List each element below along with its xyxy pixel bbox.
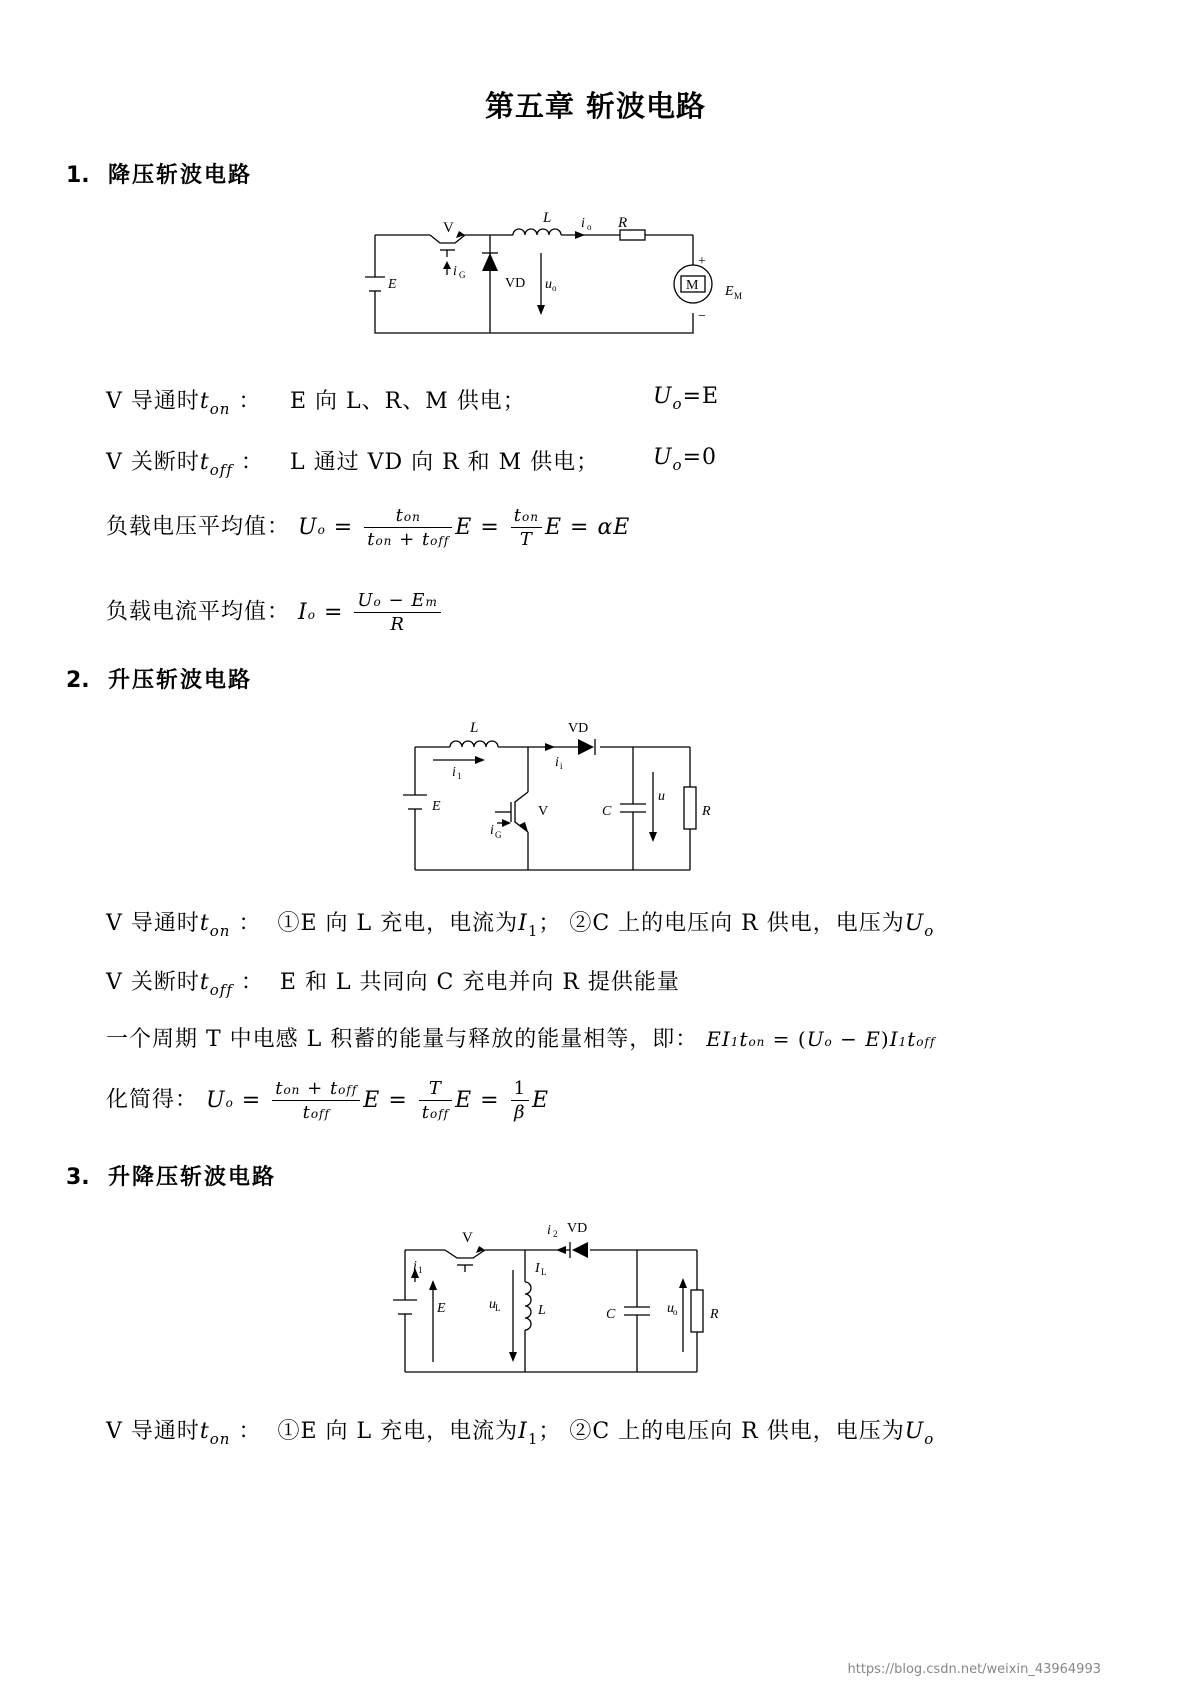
section-number: 1. xyxy=(66,163,90,188)
label-V: V xyxy=(443,220,454,236)
buck-off-text: L 通过 VD 向 R 和 M 供电； xyxy=(290,450,600,475)
colon: ： xyxy=(238,389,262,414)
label-uo: u xyxy=(667,1301,674,1316)
label-uo: u xyxy=(545,277,552,292)
energy-formula: EI1ton = (Uo − E)I1toff xyxy=(706,1027,936,1051)
U: U xyxy=(904,1419,925,1444)
eq-rhs: =0 xyxy=(682,445,718,470)
text2: ； ②C 上的电压向 R 供电，电压为 xyxy=(538,911,905,936)
U: U xyxy=(904,911,925,936)
I: I xyxy=(518,911,528,936)
avg-current-formula: Io = $\frac{Uo - Em}{R}$ xyxy=(298,600,444,625)
label-io-sub: o xyxy=(587,222,592,232)
buck-avg-current xyxy=(106,590,444,635)
label-i1-sub: 1 xyxy=(418,1265,423,1275)
prefix: V 导通时 xyxy=(106,1419,200,1444)
label-VD: VD xyxy=(505,276,526,291)
avg-voltage-formula: Uo = $\frac{\text{ton}}{\text{ton + toff}}$ E = $\frac{\text{ton}}{T}$ E = αE xyxy=(298,505,631,550)
page-title: 第五章 斩波电路 xyxy=(484,89,707,123)
boost-on-line: V 导通时$t_{on}$ ： ①E 向 L 充电，电流为$I_1$； ②C 上的电压向 R 供电，电压为$U_o$ xyxy=(106,911,935,940)
energy-text: 一个周期 T 中电感 L 积蓄的能量与释放的能量相等，即： xyxy=(106,1027,699,1052)
label-R: R xyxy=(618,215,628,231)
label-io: i xyxy=(581,216,585,231)
buck-avg-voltage xyxy=(106,505,630,550)
colon: ： xyxy=(238,1419,262,1444)
section-number: 3. xyxy=(66,1165,90,1190)
label-EM-sub: M xyxy=(734,291,743,301)
buck-off-line: V 关断时$t_{off}$ ： xyxy=(106,450,264,479)
label-L: L xyxy=(538,1303,546,1318)
text1: ①E 向 L 充电，电流为 xyxy=(277,1419,519,1444)
label-uL: u xyxy=(489,1297,496,1312)
label-plus: + xyxy=(698,254,706,269)
prefix: V 导通时 xyxy=(106,911,200,936)
boost-circuit-diagram xyxy=(395,712,725,877)
section-heading-1 xyxy=(66,158,252,189)
label-V: V xyxy=(538,804,549,819)
boost-off-line: V 关断时$t_{off}$ ： E 和 L 共同向 C 充电并向 R 提供能量 xyxy=(106,970,680,999)
watermark: https://blog.csdn.net/weixin_43964993 xyxy=(847,1662,1101,1677)
label: 化简得： xyxy=(106,1087,199,1113)
section-label: 升降压斩波电路 xyxy=(108,1165,277,1190)
label-io-sub: i xyxy=(560,761,563,771)
text1: ①E 向 L 充电，电流为 xyxy=(277,911,519,936)
label-iG: i xyxy=(453,264,457,279)
buck-on-line: V 导通时$t_{on}$ ： xyxy=(106,389,262,418)
label-uo: u xyxy=(658,789,665,804)
section-heading-2 xyxy=(66,663,252,694)
label-IL-sub: L xyxy=(541,1267,547,1277)
label-io: i xyxy=(555,755,559,770)
eq-U: U xyxy=(653,384,673,409)
prefix: V 关断时 xyxy=(106,450,200,475)
eq-U: U xyxy=(653,445,673,470)
I-sub: 1 xyxy=(527,922,539,940)
prefix: V 导通时 xyxy=(106,389,200,414)
I: I xyxy=(518,1419,528,1444)
label-i2: i xyxy=(547,1223,551,1238)
buck-circuit-diagram xyxy=(355,205,765,345)
label-E: E xyxy=(432,799,441,814)
label-L: L xyxy=(543,210,552,226)
label-IL: I xyxy=(535,1261,540,1276)
label-C: C xyxy=(602,804,612,819)
off-text: E 和 L 共同向 C 充电并向 R 提供能量 xyxy=(279,970,680,995)
colon: ： xyxy=(240,450,264,475)
simplify-formula: Uo = $\frac{\text{ton + toff}}{\text{toff}}$ E = $\frac{T}{\text{toff}}$ E = $\frac{1}{\beta}$ E xyxy=(206,1078,550,1123)
label-V: V xyxy=(462,1230,473,1246)
label-minus: − xyxy=(698,309,706,324)
label-R: R xyxy=(710,1307,719,1322)
label-iG-sub: G xyxy=(495,830,502,840)
label-i1-sub: 1 xyxy=(457,771,462,781)
section-label: 升压斩波电路 xyxy=(108,668,253,693)
colon: ： xyxy=(238,911,262,936)
label-VD: VD xyxy=(568,721,589,736)
label-iG: i xyxy=(490,823,494,838)
text2: ； ②C 上的电压向 R 供电，电压为 xyxy=(538,1419,905,1444)
section-label: 降压斩波电路 xyxy=(108,163,253,188)
label-E: E xyxy=(388,277,397,292)
label-VD: VD xyxy=(567,1221,588,1236)
buckboost-circuit-diagram xyxy=(385,1212,720,1387)
buck-off-equation: $U_o=0$ xyxy=(653,445,718,474)
label-i1: i xyxy=(413,1259,417,1274)
section-heading-3 xyxy=(66,1160,276,1191)
label-E: E xyxy=(437,1301,446,1316)
prefix: V 关断时 xyxy=(106,970,200,995)
label-i2-sub: 2 xyxy=(553,1229,558,1239)
label-L: L xyxy=(470,720,479,736)
label-uL-sub: L xyxy=(495,1303,501,1313)
label-iG-sub: G xyxy=(459,270,466,280)
label-R: R xyxy=(702,804,711,819)
buck-on-equation: $U_o=E$ xyxy=(653,384,720,413)
section-number: 2. xyxy=(66,668,90,693)
label-uo-sub: o xyxy=(673,1307,678,1317)
label-M: M xyxy=(686,278,699,293)
I-sub: 1 xyxy=(527,1430,539,1448)
colon: ： xyxy=(240,970,264,995)
label-EM: E xyxy=(725,284,734,299)
boost-simplify-line xyxy=(106,1078,549,1123)
label-i1: i xyxy=(452,765,456,780)
label-uo-sub: o xyxy=(552,283,557,293)
buck-on-text: E 向 L、R、M 供电； xyxy=(290,389,526,414)
label: 负载电流平均值： xyxy=(106,599,291,625)
eq-rhs: =E xyxy=(682,384,720,409)
buckboost-on-line: V 导通时$t_{on}$ ： ①E 向 L 充电，电流为$I_1$； ②C 上的电压向 R 供电，电压为$U_o$ xyxy=(106,1419,935,1448)
boost-energy-line xyxy=(106,1022,935,1053)
label: 负载电压平均值： xyxy=(106,514,291,540)
label-C: C xyxy=(606,1307,616,1322)
